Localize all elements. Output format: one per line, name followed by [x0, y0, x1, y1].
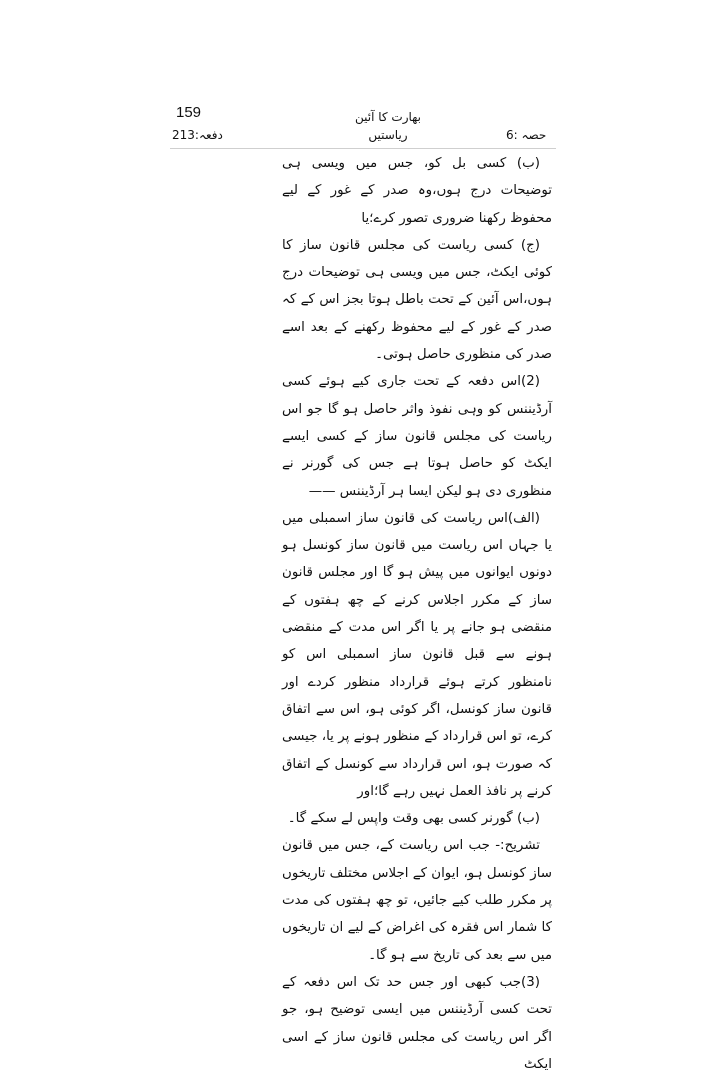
paragraph-b-second: (ب) گورنر کسی بھی وقت واپس لے سکے گا۔ [287, 811, 540, 827]
header-divider [170, 148, 556, 149]
paragraph-alif: (الف)اس ریاست کی قانون ساز اسمبلی میں یا جہاں اس ریاست میں قانون ساز کونسل ہو دونوں ایوانوں میں پیش ہو گا اور مجلس قانون ساز کے مکرر اجلاس کرنے کے چھ ہفتوں کے منقضی ہو جانے پر یا اگر اس مدت کے منقضی ہونے سے قبل قانون ساز اسمبلی اس کو نامنظور کرتے ہوئے قرارداد منظور کردے اور قانون ساز کونسل، اگر کوئی ہو، اس سے اتفاق کرے، تو اس قرارداد کے منظور ہونے پر یا، جیسی کہ صورت ہو، اس قرارداد سے کونسل کے اتفاق کرنے پر نافذ العمل نہیں رہے گا؛اور [282, 510, 552, 799]
paragraph-2: (2)اس دفعہ کے تحت جاری کیے ہوئے کسی آرڈیننس کو وہی نفوذ واثر حاصل ہو گا جو اس ریاست کی مجلس قانون ساز کے کسی ایسے ایکٹ کو حاصل ہوتا ہے جس کی گورنر نے منظوری دی ہو لیکن ایسا ہر آرڈیننس —— [282, 374, 552, 499]
page-number: 159 [176, 104, 202, 121]
part-reference: حصہ :6 [506, 128, 547, 142]
chapter-title: ریاستیں [368, 128, 408, 142]
paragraph-b: (ب) کسی بل کو، جس میں ویسی ہی توضیحات درج ہوں،وہ صدر کے غور کے لیے محفوظ رکھنا ضروری تصور کرے؛یا [282, 156, 552, 226]
paragraph-explanation: تشریح:- جب اس ریاست کے، جس میں قانون ساز کونسل ہو، ایوان کے اجلاس مختلف تاریخوں پر مکرر طلب کیے جائیں، تو چھ ہفتوں کی مدت کا شمار اس فقرہ کی اغراض کے لیے ان تاریخوں میں سے بعد کی تاریخ سے ہو گا۔ [282, 838, 552, 963]
paragraph-3: (3)جب کبھی اور جس حد تک اس دفعہ کے تحت کسی آرڈیننس میں ایسی توضیح ہو، جو اگر اس ریاست کی مجلس قانون ساز کے اسی ایکٹ [282, 974, 552, 1072]
section-reference: دفعہ:213 [172, 128, 223, 142]
body-text [282, 150, 552, 1078]
paragraph-c: (ج) کسی ریاست کی مجلس قانون ساز کا کوئی ایکٹ، جس میں ویسی ہی توضیحات درج ہوں،اس آئین کے تحت باطل ہوتا بجز اس کے کہ صدر کے غور کے لیے محفوظ رکھنے کے بعد اسے صدر کی منظوری حاصل ہوتی۔ [282, 237, 552, 363]
book-title: بھارت کا آئین [354, 110, 422, 124]
